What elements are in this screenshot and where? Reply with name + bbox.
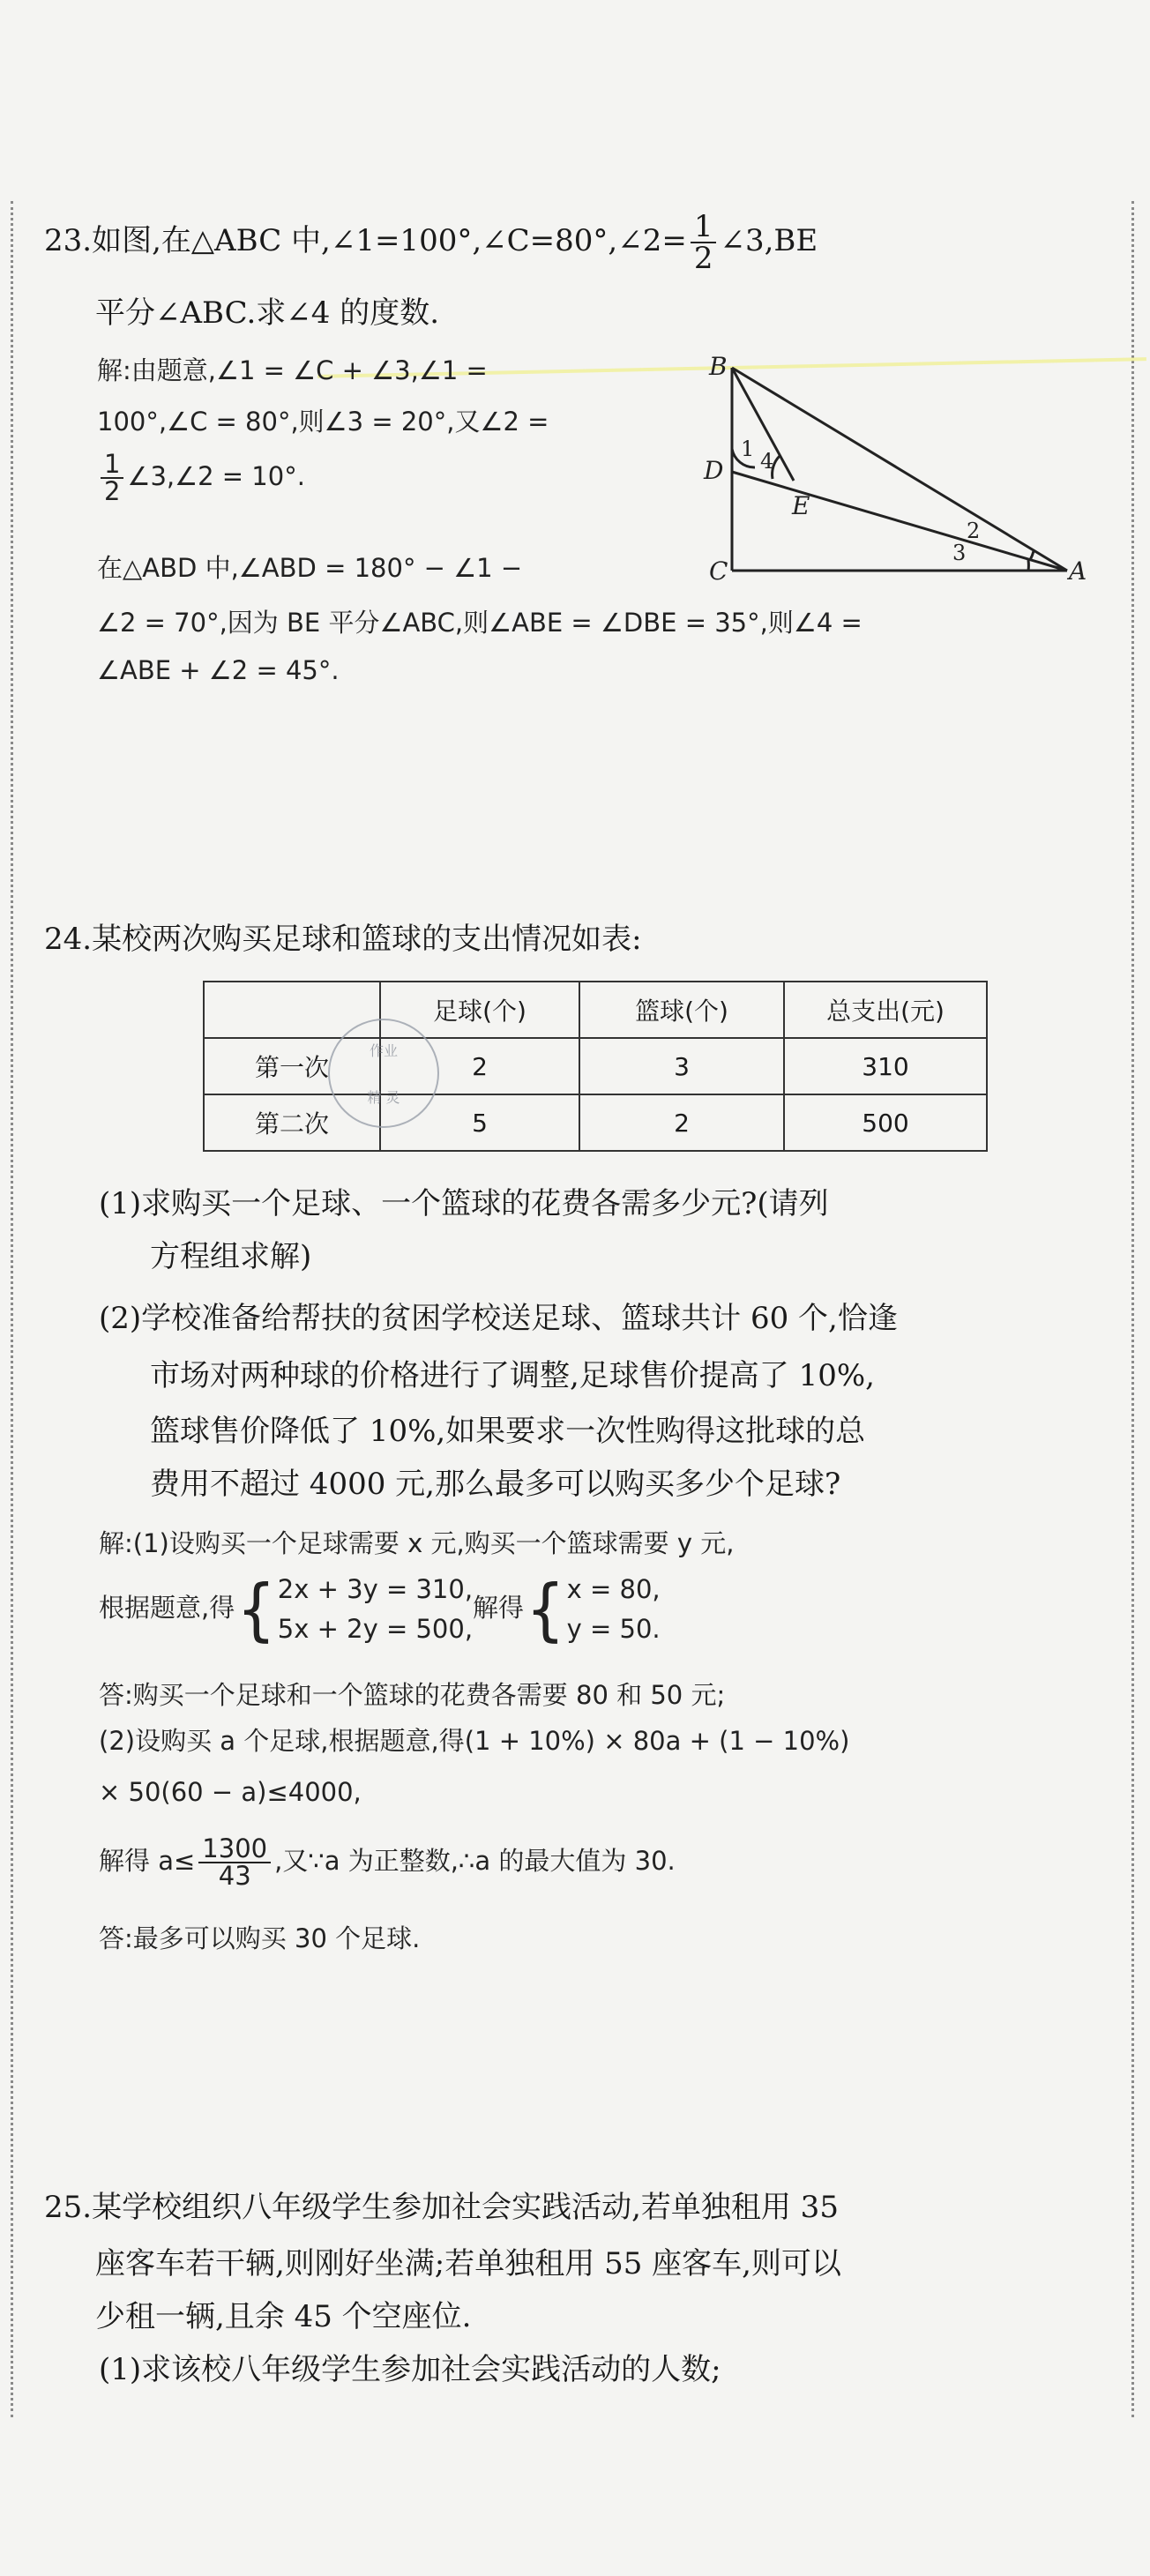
q24-solution-fraction xyxy=(198,1833,271,1891)
label-B: B xyxy=(709,352,728,381)
triangle-figure xyxy=(697,348,1102,595)
segment-DA xyxy=(732,472,1067,571)
q24-part2-line1: (2)学校准备给帮扶的贫困学校送足球、篮球共计 60 个,恰逢 xyxy=(99,1301,898,1336)
label-A: A xyxy=(1069,556,1087,586)
label-angle-4: 4 xyxy=(760,449,774,474)
q24-part2-line4: 费用不超过 4000 元,那么最多可以购买多少个足球? xyxy=(150,1467,841,1502)
expense-table xyxy=(203,981,988,1152)
table-cell: 3 xyxy=(579,1038,784,1094)
equation: x = 80, xyxy=(566,1574,661,1604)
q24-part1-line2: 方程组求解) xyxy=(150,1239,312,1274)
q24-solution-line5: × 50(60 − a)≤4000, xyxy=(99,1777,362,1807)
q25-line3: 少租一辆,且余 45 个空座位. xyxy=(95,2299,472,2334)
label-angle-1: 1 xyxy=(741,437,755,461)
table-cell: 500 xyxy=(784,1094,987,1151)
q23-stem-line1 xyxy=(44,209,818,276)
q23-solution-line2: 100°,∠C = 80°,则∠3 = 20°,又∠2 = xyxy=(97,407,549,437)
sol-text: ,又∵a 为正整数,∴a 的最大值为 30. xyxy=(274,1846,676,1876)
q24-part2-line2: 市场对两种球的价格进行了调整,足球售价提高了 10%, xyxy=(150,1358,875,1393)
q24-solution-line1: 解:(1)设购买一个足球需要 x 元,购买一个篮球需要 y 元, xyxy=(99,1528,735,1558)
q24-solution-line6 xyxy=(99,1833,676,1891)
stamp-text-bottom: 精 灵 xyxy=(367,1089,400,1106)
equation: 2x + 3y = 310, xyxy=(277,1574,474,1604)
sol-text: 解得 xyxy=(473,1592,525,1623)
left-dotted-border xyxy=(11,201,13,2417)
q23-stem-line2: 平分∠ABC.求∠4 的度数. xyxy=(95,295,440,331)
sol-text: 解得 a≤ xyxy=(99,1846,196,1876)
equation-system-1 xyxy=(278,1570,473,1649)
table-header-cell: 篮球(个) xyxy=(579,982,784,1038)
system-brace: { xyxy=(236,1569,276,1650)
table-header-row xyxy=(204,982,987,1038)
system-brace: { xyxy=(526,1569,565,1650)
frac-denominator: 43 xyxy=(218,1861,251,1891)
label-D: D xyxy=(704,456,724,485)
q23-stem-text-end: ∠3,BE xyxy=(720,223,818,258)
q24-part2-line3: 篮球售价降低了 10%,如果要求一次性购得这批球的总 xyxy=(150,1414,866,1449)
table-header-cell: 足球(个) xyxy=(380,982,579,1038)
q23-stem-fraction xyxy=(691,209,717,276)
table-cell: 5 xyxy=(380,1094,579,1151)
q23-stem-text: 23.如图,在△ABC 中,∠1=100°,∠C=80°,∠2= xyxy=(44,223,687,258)
q24-part1-line1: (1)求购买一个足球、一个篮球的花费各需多少元?(请列 xyxy=(99,1186,829,1221)
table-cell: 2 xyxy=(579,1094,784,1151)
angle-2-arc xyxy=(1030,551,1034,560)
stamp-text-top: 作业 xyxy=(369,1042,398,1059)
table-cell: 2 xyxy=(380,1038,579,1094)
watermark-stamp xyxy=(328,1019,439,1128)
table-row xyxy=(204,1094,987,1151)
equation-system-2 xyxy=(567,1570,661,1649)
label-angle-3: 3 xyxy=(952,541,967,565)
q23-solution-text: ∠3,∠2 = 10°. xyxy=(127,461,305,491)
equation: y = 50. xyxy=(566,1613,661,1644)
table-cell: 310 xyxy=(784,1038,987,1094)
q25-line2: 座客车若干辆,则刚好坐满;若单独租用 55 座客车,则可以 xyxy=(95,2246,841,2281)
q25-line1: 25.某学校组织八年级学生参加社会实践活动,若单独租用 35 xyxy=(44,2190,839,2225)
sol-text: 根据题意,得 xyxy=(99,1592,235,1623)
q23-solution-fraction xyxy=(101,449,123,506)
frac-numerator: 1300 xyxy=(198,1836,271,1863)
q25-part1: (1)求该校八年级学生参加社会实践活动的人数; xyxy=(99,2352,721,2387)
label-C: C xyxy=(709,556,728,586)
frac-numerator: 1 xyxy=(101,452,123,479)
frac-denominator: 2 xyxy=(693,241,713,276)
q23-solution-line3 xyxy=(97,449,305,506)
side-AB xyxy=(732,368,1067,571)
q24-solution-line4: (2)设购买 a 个足球,根据题意,得(1 + 10%) × 80a + (1 − 10%) xyxy=(99,1726,850,1756)
table-cell: 第二次 xyxy=(204,1094,380,1151)
q24-solution-line7: 答:最多可以购买 30 个足球. xyxy=(99,1923,421,1953)
label-angle-2: 2 xyxy=(967,519,981,543)
q23-solution-line1: 解:由题意,∠1 = ∠C + ∠3,∠1 = xyxy=(97,355,488,385)
table-header-cell: 总支出(元) xyxy=(784,982,987,1038)
frac-numerator: 1 xyxy=(691,212,717,243)
right-dotted-border xyxy=(1131,201,1134,2417)
q23-solution-line5: ∠2 = 70°,因为 BE 平分∠ABC,则∠ABE = ∠DBE = 35°,则∠4 = xyxy=(97,608,862,638)
q23-solution-line4: 在△ABD 中,∠ABD = 180° − ∠1 − xyxy=(97,553,523,583)
table-row xyxy=(204,1038,987,1094)
equation: 5x + 2y = 500, xyxy=(277,1613,474,1644)
q24-solution-line2 xyxy=(99,1570,661,1649)
q23-solution-line6: ∠ABE + ∠2 = 45°. xyxy=(97,655,340,685)
frac-denominator: 2 xyxy=(104,476,121,506)
label-E: E xyxy=(792,491,810,520)
q24-solution-line3: 答:购买一个足球和一个篮球的花费各需要 80 和 50 元; xyxy=(99,1680,726,1710)
table-cell: 第一次 xyxy=(204,1038,380,1094)
q24-stem: 24.某校两次购买足球和篮球的支出情况如表: xyxy=(44,922,642,957)
